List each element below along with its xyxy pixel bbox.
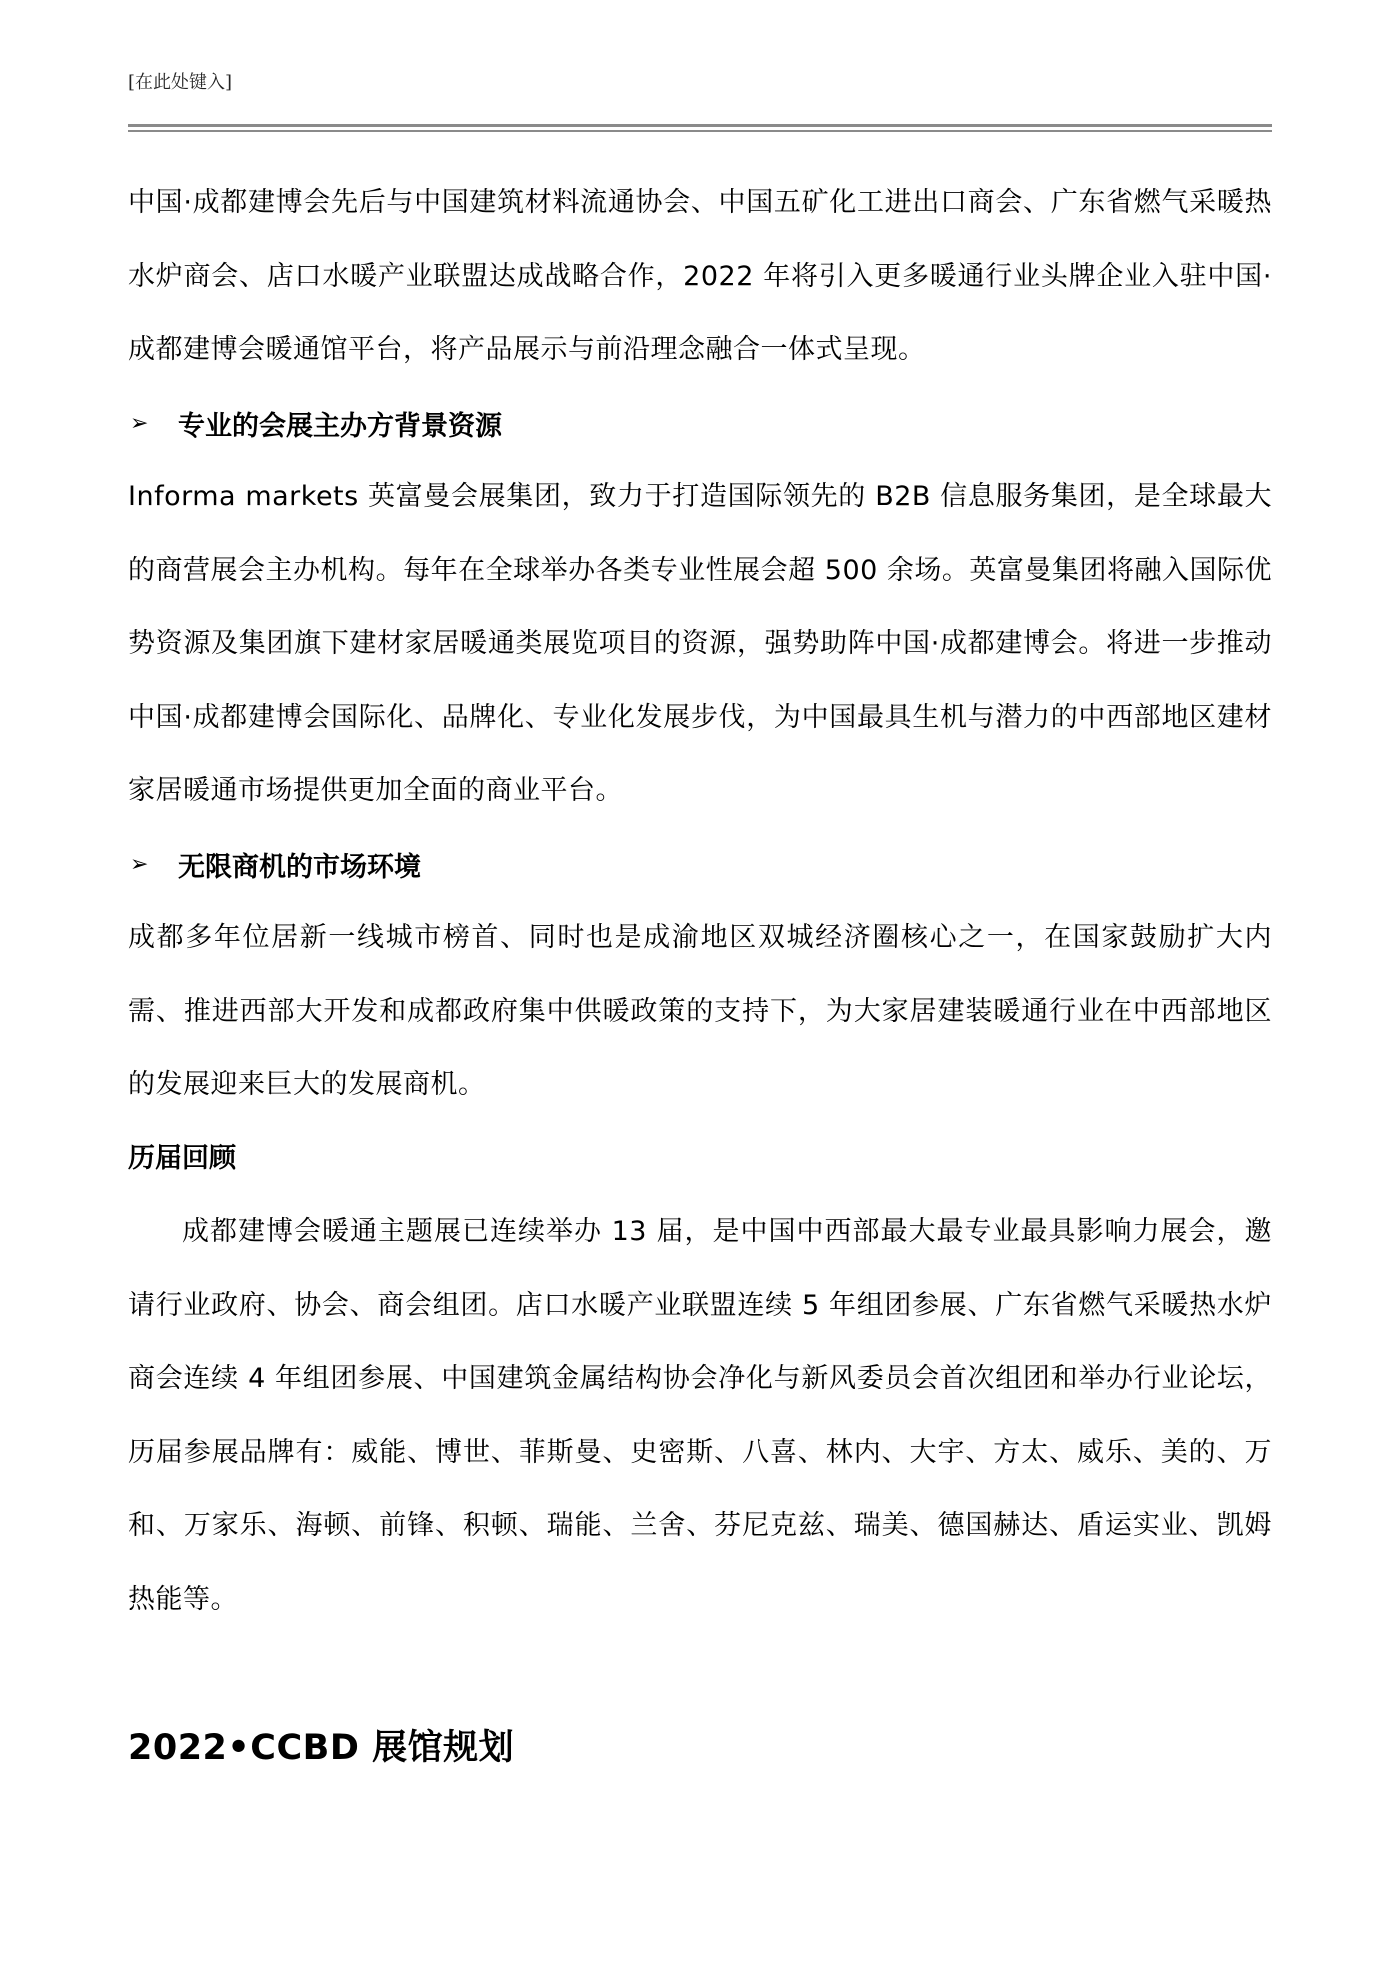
market-paragraph: 成都多年位居新一线城市榜首、同时也是成渝地区双城经济圈核心之一，在国家鼓励扩大内需、推进西部大开发和成都政府集中供暖政策的支持下，为大家居建装暖通行业在中西部地区的发展迎来巨大的发展商机。 [128,922,1272,1100]
history-paragraph: 成都建博会暖通主题展已连续举办 13 届，是中国中西部最大最专业最具影响力展会，邀请行业政府、协会、商会组团。店口水暖产业联盟连续 5 年组团参展、广东省燃气采暖热水炉商会连续 4 年组团参展、中国建筑金属结构协会净化与新风委员会首次组团和举办行业论坛，历届参展品牌有：威能、博世、菲斯曼、史密斯、八喜、林内、大宇、方太、威乐、美的、万和、万家乐、海顿、前锋、积顿、瑞能、兰舍、芬尼克兹、瑞美、德国赫达、盾运实业、凯姆热能等。 [128,1216,1272,1615]
document-body [128,166,1272,1636]
history-heading: 历届回顾 [128,1142,236,1174]
section-heading-market [128,828,1272,902]
section-heading-text: 专业的会展主办方背景资源 [178,410,502,442]
header-divider [128,124,1272,132]
arrow-bullet-icon: ➢ [130,851,149,877]
section-heading-organizer [128,387,1272,461]
organizer-paragraph: Informa markets 英富曼会展集团，致力于打造国际领先的 B2B 信息服务集团，是全球最大的商营展会主办机构。每年在全球举办各类专业性展会超 500 余场。英富曼集团将融入国际优势资源及集团旗下建材家居暖通类展览项目的资源，强势助阵中国·成都建博会。将进一步推动中国·成都建博会国际化、品牌化、专业化发展步伐，为中国最具生机与潜力的中西部地区建材家居暖通市场提供更加全面的商业平台。 [128,481,1272,806]
intro-paragraph: 中国·成都建博会先后与中国建筑材料流通协会、中国五矿化工进出口商会、广东省燃气采暖热水炉商会、店口水暖产业联盟达成战略合作，2022 年将引入更多暖通行业头牌企业入驻中国·成都建博会暖通馆平台，将产品展示与前沿理念融合一体式呈现。 [128,187,1272,365]
section-heading-text: 无限商机的市场环境 [178,851,421,883]
arrow-bullet-icon: ➢ [130,410,149,436]
section-title: 2022•CCBD 展馆规划 [128,1728,515,1768]
header-placeholder: [在此处键入] [128,72,233,93]
